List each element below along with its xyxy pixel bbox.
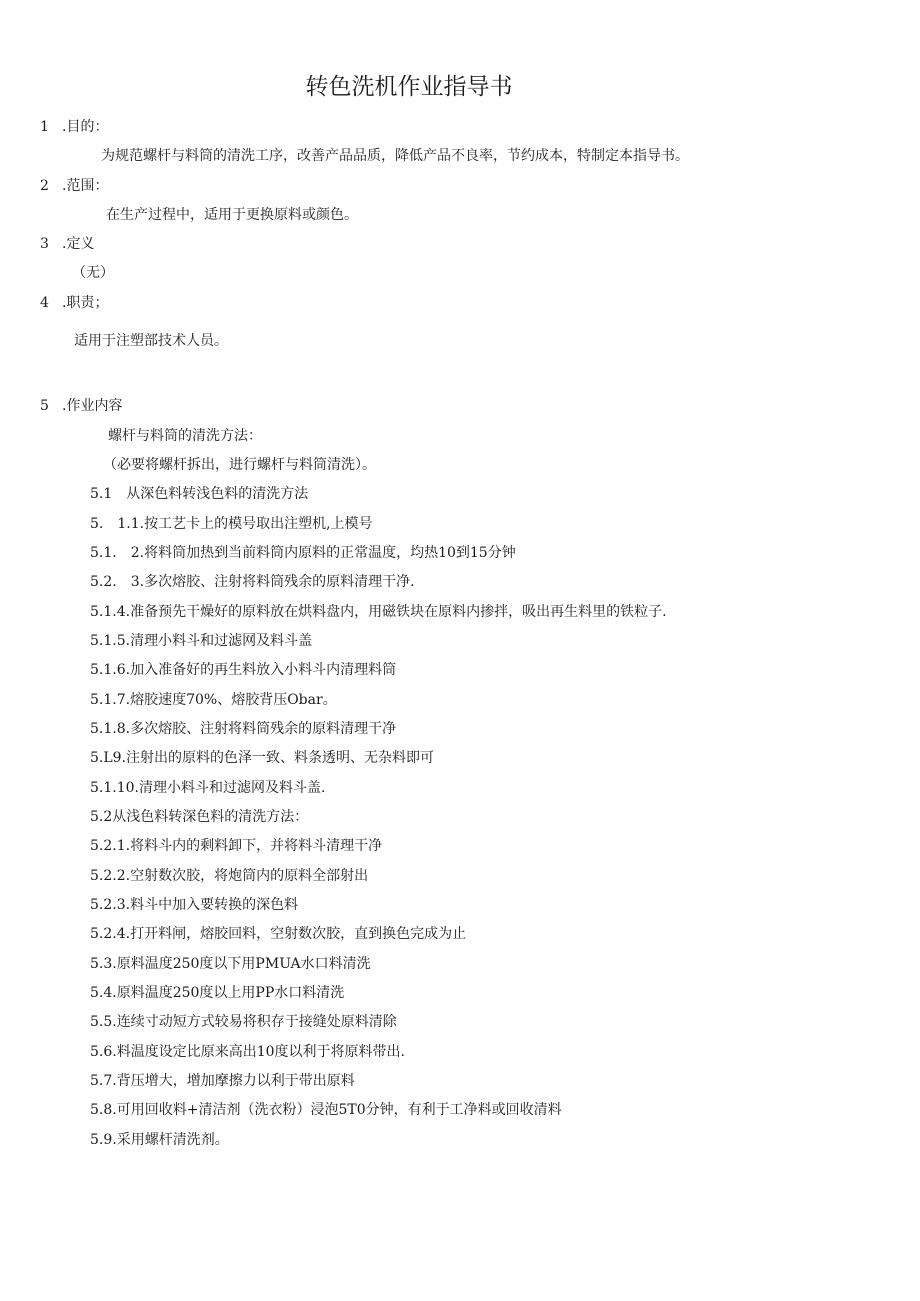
procedure-line: 5.8.可用回收料+清洁剂（洗衣粉）浸泡5T0分钟，有利于工净料或回收清料 <box>90 1102 562 1118</box>
procedure-line: 5.6.料温度设定比原来高出10度以利于将原料带出. <box>90 1044 405 1060</box>
procedure-line: 5.2从浅色料转深色料的清洗方法： <box>90 809 309 825</box>
procedure-line: 5.5.连续寸动短方式较易将积存于接缝处原料清除 <box>90 1014 397 1030</box>
section-label: .作业内容 <box>62 398 123 414</box>
section-number: 1 <box>40 119 49 135</box>
section-number: 4 <box>40 295 49 311</box>
procedure-line: 5.1 从深色料转浅色料的清洗方法 <box>90 486 309 502</box>
procedure-line: 5.1.8.多次熔胶、注射将料筒残余的原料清理干净 <box>90 721 397 737</box>
section-number: 3 <box>40 236 49 252</box>
procedure-line: 5. 1.1.按工艺卡上的模号取出注塑机,上模号 <box>90 516 373 532</box>
procedure-line: 5.1.6.加入准备好的再生料放入小料斗内清理料筒 <box>90 662 397 678</box>
section-label: .目的： <box>62 119 109 135</box>
section-label: .范围： <box>62 178 109 194</box>
section-1-body: 为规范螺杆与料筒的清洗工序，改善产品品质，降低产品不良率，节约成本，特制定本指导书。 <box>101 148 689 164</box>
section-5-heading <box>40 397 122 415</box>
section-4-heading <box>40 294 108 312</box>
procedure-line: 5.1.4.准备预先干燥好的原料放在烘料盘内，用磁铁块在原料内掺拌，吸出再生料里的铁粒子. <box>90 604 667 620</box>
section-5-note: （必要将螺杆拆出，进行螺杆与料筒清洗）。 <box>103 457 376 473</box>
procedure-line: 5.2.2.空射数次胶，将炮筒内的原料全部射出 <box>90 868 369 884</box>
procedure-line: 5.7.背压增大，增加摩擦力以利于带出原料 <box>90 1073 355 1089</box>
section-2-heading <box>40 177 108 195</box>
procedure-line: 5.9.采用螺杆清洗剂。 <box>90 1132 229 1148</box>
section-label: .职责； <box>62 295 109 311</box>
procedure-line: 5.L9.注射出的原料的色泽一致、料条透明、无杂料即可 <box>90 750 435 766</box>
section-1-heading <box>40 118 108 136</box>
section-number: 5 <box>40 398 49 414</box>
procedure-line: 5.4.原料温度250度以上用PP水口料清洗 <box>90 985 345 1001</box>
procedure-line: 5.1.5.清理小料斗和过滤网及料斗盖 <box>90 633 313 649</box>
section-2-body: 在生产过程中，适用于更换原料或颜色。 <box>106 207 358 223</box>
section-number: 2 <box>40 178 49 194</box>
procedure-line: 5.3.原料温度250度以下用PMUA水口料清洗 <box>90 956 371 972</box>
procedure-line: 5.2.1.将料斗内的剩料卸下，并将料斗清理干净 <box>90 838 383 854</box>
section-4-body: 适用于注塑部技术人员。 <box>74 333 228 349</box>
section-label: .定义 <box>62 236 95 252</box>
procedure-line: 5.1. 2.将料筒加热到当前料筒内原料的正常温度，均热10到15分钟 <box>90 545 516 561</box>
section-3-heading <box>40 235 94 253</box>
procedure-line: 5.2. 3.多次熔胶、注射将料筒残余的原料清理干净. <box>90 574 415 590</box>
document-title: 转色洗机作业指导书 <box>305 74 513 100</box>
procedure-line: 5.2.3.料斗中加入要转换的深色料 <box>90 897 299 913</box>
section-3-body: （无） <box>72 265 114 281</box>
procedure-line: 5.1.7.熔胶速度70%、熔胶背压Obar。 <box>90 692 337 708</box>
section-5-intro: 螺杆与料筒的清洗方法： <box>108 428 262 444</box>
procedure-line: 5.2.4.打开料闸，熔胶回料，空射数次胶，直到换色完成为止 <box>90 926 467 942</box>
procedure-line: 5.1.10.清理小料斗和过滤网及料斗盖. <box>90 780 326 796</box>
